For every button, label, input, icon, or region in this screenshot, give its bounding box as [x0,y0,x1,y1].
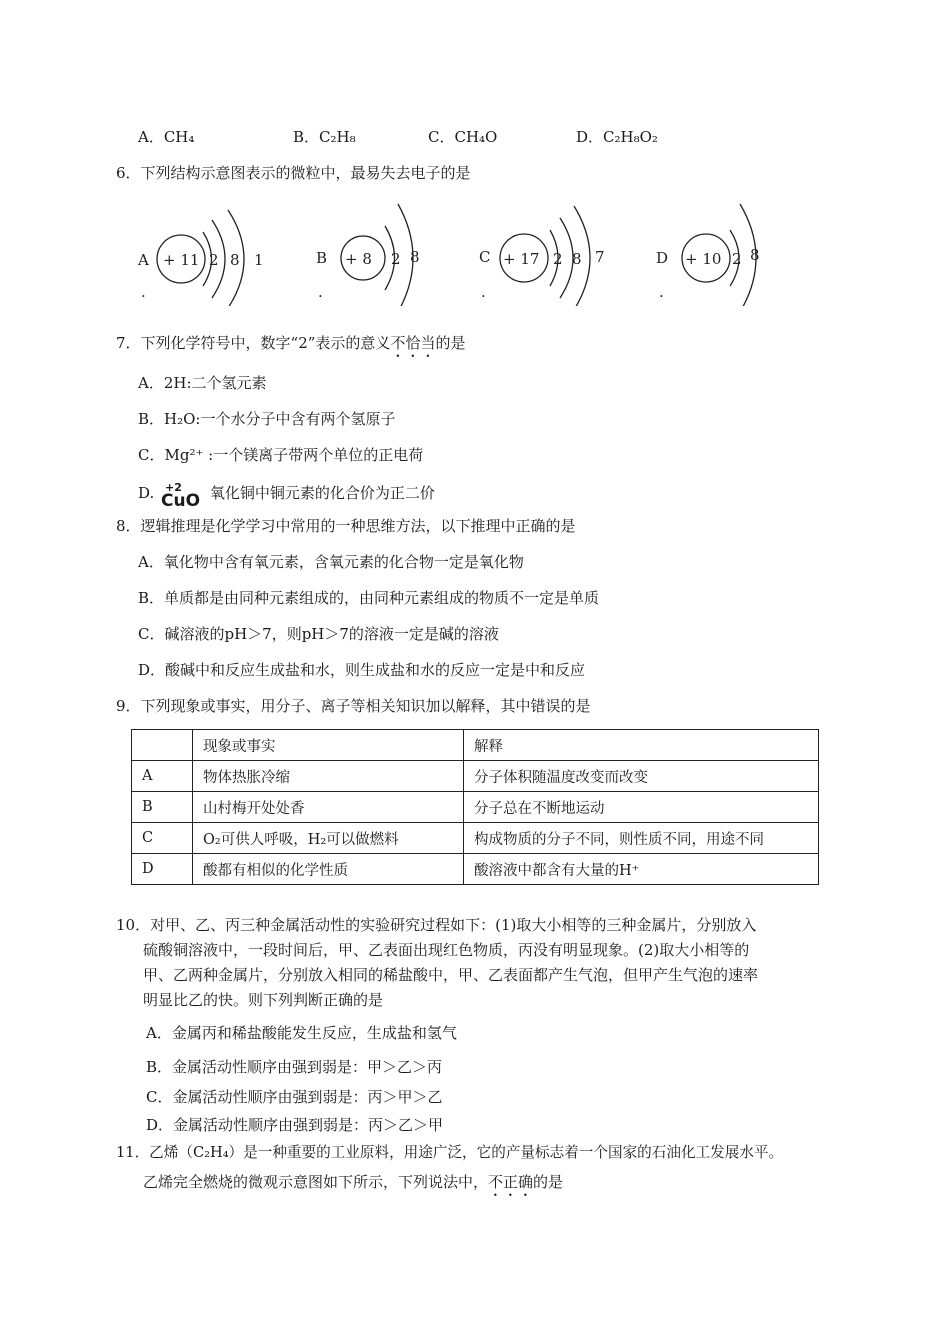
q10-stem-line-1: 10．对甲、乙、丙三种金属活动性的实验研究过程如下：(1)取大小相等的三种金属片，分别放入 [116,916,757,934]
q6-atom-d-shell-2: 8 [750,246,760,264]
q6-atom-b-letter: B [316,249,328,267]
q7-stem [116,333,465,361]
q8-option-d: D．酸碱中和反应生成盐和水，则生成盐和水的反应一定是中和反应 [138,661,586,679]
q6-stem: 6．下列结构示意图表示的微粒中，最易失去电子的是 [116,164,471,182]
q8-stem: 8．逻辑推理是化学学习中常用的一种思维方法，以下推理中正确的是 [116,517,576,535]
q10-option-d: D．金属活动性顺序由强到弱是：丙＞乙＞甲 [146,1116,444,1134]
q10-stem-line-3: 甲、乙两种金属片，分别放入相同的稀盐酸中，甲、乙表面都产生气泡，但甲产生气泡的速率 [143,966,759,984]
q6-atom-c-dot: . [481,283,486,301]
q5-option-b: B．C₂H₈ [293,128,356,146]
q8-option-c: C．碱溶液的pH＞7，则pH＞7的溶液一定是碱的溶液 [138,625,499,643]
table-header-row [132,730,819,761]
q7-stem-pre: 7．下列化学符号中，数字“2”表示的意义 [116,334,391,352]
q9-table [131,729,819,885]
q10-stem-line-4: 明显比乙的快。则下列判断正确的是 [143,991,384,1009]
table-cell: 山村梅开处处香 [193,792,464,823]
q11-stem-pre: 乙烯完全燃烧的微观示意图如下所示，下列说法中， [143,1173,489,1191]
q7-stem-emphasis: 不恰当 [390,334,436,352]
table-row [132,792,819,823]
q7-option-c: C．Mg²⁺ :一个镁离子带两个单位的正电荷 [138,446,424,464]
table-cell: 酸都有相似的化学性质 [193,854,464,885]
q8-option-b: B．单质都是由同种元素组成的，由同种元素组成的物质不一定是单质 [138,589,600,607]
q6-atom-d [656,204,760,306]
q6-atom-c-shell-2: 8 [572,250,582,268]
q6-atom-a [137,210,264,306]
q11-stem-emphasis: 不正确 [488,1173,534,1191]
table-header-cell [132,730,193,761]
q7-option-d-label: D. [138,484,155,502]
q6-atom-c-shell-3: 7 [595,248,605,266]
q6-atom-diagrams [0,196,950,306]
q6-atom-d-nucleus: + 10 [685,250,722,268]
q7-option-a: A．2H:二个氢元素 [138,374,267,392]
q6-atom-c-letter: C [479,248,491,266]
q8-option-a: A．氧化物中含有氧元素，含氧元素的化合物一定是氧化物 [138,553,524,571]
q6-atom-b-shell-2: 8 [410,248,420,266]
q11-stem-line-2 [143,1172,563,1200]
q6-atom-a-dot: . [141,283,146,301]
q5-option-d: D．C₂H₈O₂ [576,128,658,146]
q7-option-d-formula-text: CuO [161,491,201,511]
table-cell: O₂可供人呼吸，H₂可以做燃料 [193,823,464,854]
q6-atom-d-shell-1: 2 [732,250,742,268]
q6-atom-b-nucleus: + 8 [345,250,372,268]
table-cell: 分子体积随温度改变而改变 [464,761,819,792]
q7-option-b: B．H₂O:一个水分子中含有两个氢原子 [138,410,396,428]
q6-atom-d-dot: . [659,283,664,301]
q11-stem-line-1: 11．乙烯（C₂H₄）是一种重要的工业原料，用途广泛，它的产量标志着一个国家的石油化工发展水平。 [116,1144,784,1161]
table-cell: 酸溶液中都含有大量的H⁺ [464,854,819,885]
q9-stem: 9．下列现象或事实，用分子、离子等相关知识加以解释，其中错误的是 [116,697,591,715]
q10-stem [116,913,758,1013]
q6-atom-a-shell-2: 8 [230,251,240,269]
q6-atom-c [479,206,605,306]
table-header-cell: 解释 [464,730,819,761]
table-cell: 构成物质的分子不同，则性质不同，用途不同 [464,823,819,854]
q10-option-c: C．金属活动性顺序由强到弱是：丙＞甲＞乙 [146,1088,443,1106]
q6-atom-a-letter: A [138,251,149,269]
q5-option-c: C．CH₄O [428,128,498,146]
table-cell: A [132,761,193,792]
q10-stem-line-2: 硫酸铜溶液中，一段时间后，甲、乙表面出现红色物质，丙没有明显现象。(2)取大小相等的 [143,941,750,959]
q7-option-d-valence: +2 [165,481,182,494]
q6-atom-a-shell-3: 1 [254,251,264,269]
table-cell: B [132,792,193,823]
q6-atom-c-shell-1: 2 [553,250,563,268]
table-cell: C [132,823,193,854]
table-header-cell: 现象或事实 [193,730,464,761]
q6-atom-b-shell-1: 2 [391,250,401,268]
q6-atom-b [316,204,420,306]
q6-atom-a-shell-1: 2 [209,251,219,269]
q6-atom-b-dot: . [318,283,323,301]
table-cell: 分子总在不断地运动 [464,792,819,823]
table-row [132,761,819,792]
q7-option-d-text: 氧化铜中铜元素的化合价为正二价 [209,484,435,502]
table-cell: 物体热胀冷缩 [193,761,464,792]
table-row [132,823,819,854]
q11-stem-post: 的是 [533,1173,564,1191]
q10-option-b: B．金属活动性顺序由强到弱是：甲＞乙＞丙 [146,1058,443,1076]
table-cell: D [132,854,193,885]
q6-atom-a-nucleus: + 11 [163,251,200,269]
q7-stem-post: 的是 [435,334,466,352]
q10-option-a: A．金属丙和稀盐酸能发生反应，生成盐和氢气 [146,1024,457,1042]
q6-atom-d-letter: D [656,249,669,267]
table-row [132,854,819,885]
q7-option-d [138,478,435,509]
q7-option-d-formula [159,479,201,511]
q6-atom-c-nucleus: + 17 [503,250,540,268]
q5-option-a: A．CH₄ [138,128,195,146]
